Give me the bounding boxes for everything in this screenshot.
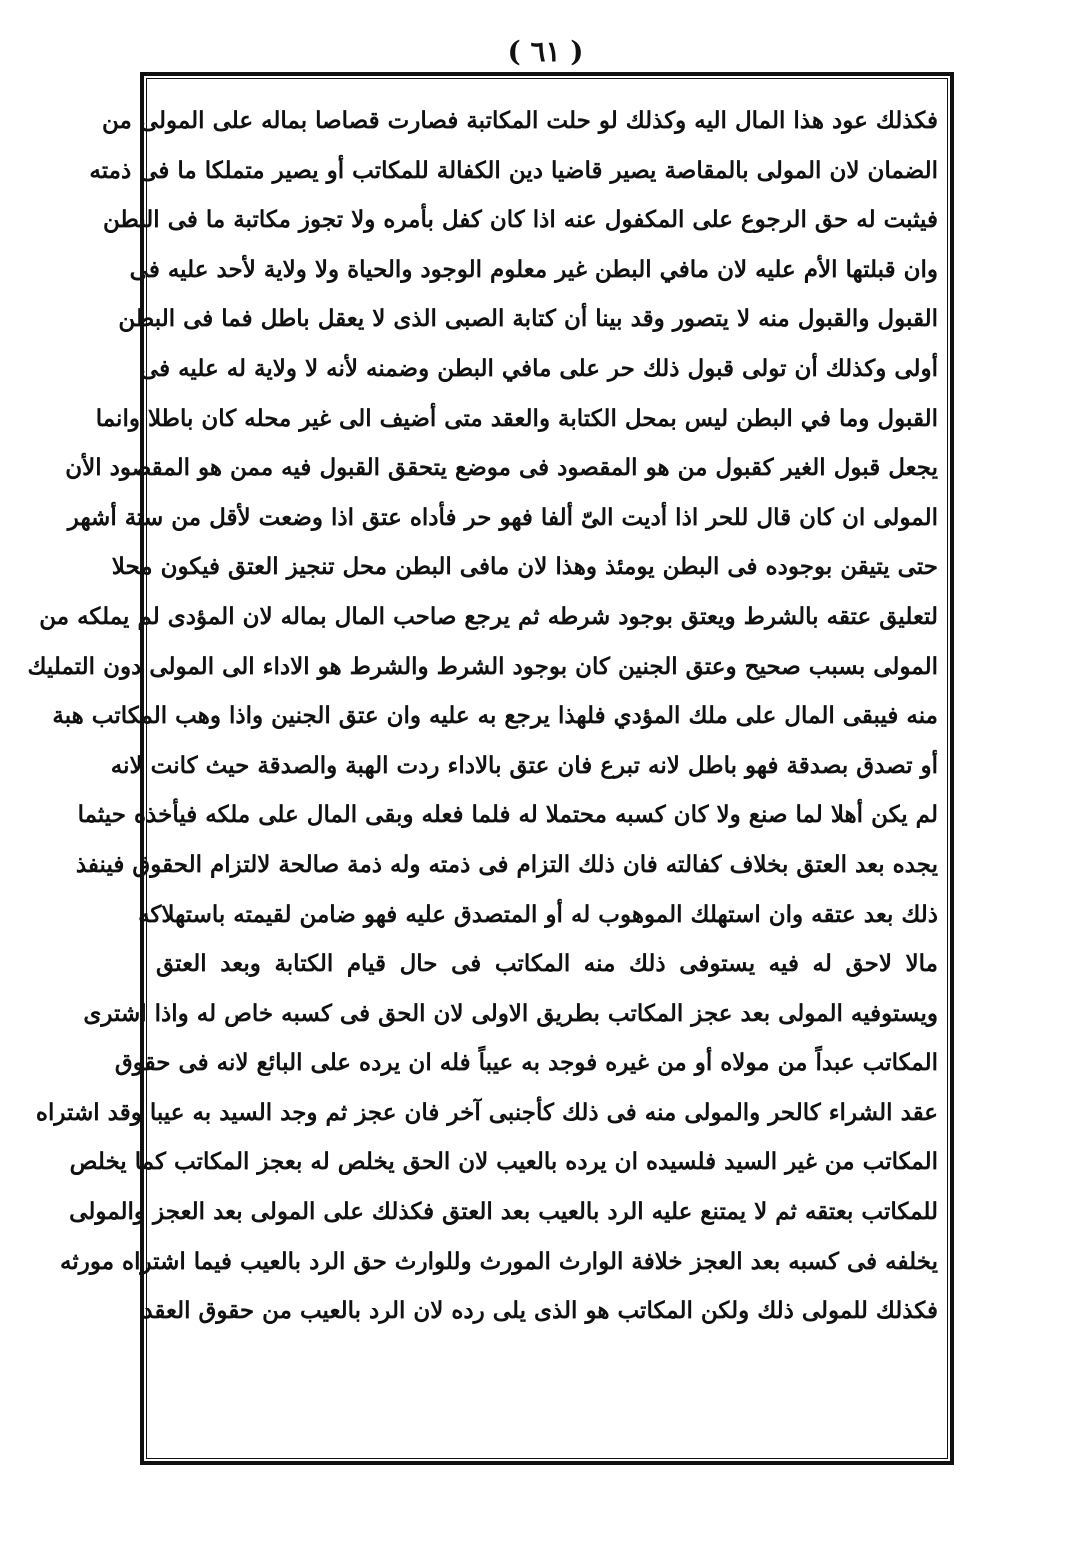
text-line: الضمان لان المولى بالمقاصة يصير قاضيا دين الكفالة للمكاتب أو يصير متملكا ما فى ذمته: [89, 156, 938, 184]
text-line: حتى يتيقن بوجوده فى البطن يومئذ وهذا لان مافى البطن محل تنجيز العتق فيكون محلا: [111, 553, 938, 581]
page-number: ( ٦١ ): [507, 35, 584, 68]
text-line: فكذلك عود هذا المال اليه وكذلك لو حلت المكاتبة فصارت قصاصا بماله على المولى من: [101, 107, 938, 134]
text-line: لتعليق عتقه بالشرط ويعتق بوجود شرطه ثم يرجع صاحب المال بماله لان المؤدى لم يملكه من: [39, 602, 938, 630]
text-line: عقد الشراء كالحر والمولى منه فى ذلك كأجنبى آخر فان عجز ثم وجد السيد به عيبا وقد اشتراه: [35, 1098, 938, 1126]
body-text: [27, 96, 938, 1446]
text-line: المولى ان كان قال للحر اذا أديت الىّ ألفا فهو حر فأداه عتق اذا وضعت لأقل من ستة أشهر: [67, 503, 938, 531]
text-line: أولى وكذلك أن تولى قبول ذلك حر على مافي البطن وضمنه لأنه لا ولاية له عليه فى: [139, 354, 938, 382]
text-line: القبول وما في البطن ليس بمحل الكتابة والعقد متى أضيف الى غير محله كان باطلا وانما: [95, 404, 938, 432]
text-line: القبول والقبول منه لا يتصور وقد بينا أن كتابة الصبى الذى لا يعقل باطل فما فى البطن: [118, 305, 938, 333]
text-line: يجعل قبول الغير كقبول من هو المقصود فى موضع يتحقق القبول فيه ممن هو المقصود الأن: [65, 454, 938, 482]
text-line: ذلك بعد عتقه وان استهلك الموهوب له أو المتصدق عليه فهو ضامن لقيمته باستهلاكه: [138, 900, 938, 928]
text-line: وان قبلتها الأم عليه لان مافي البطن غير معلوم الوجود والحياة ولا ولاية لأحد عليه فى: [129, 255, 938, 283]
text-line: يخلفه فى كسبه بعد العجز خلافة الوارث المورث وللوارث حق الرد بالعيب فيما اشتراه مورثه: [59, 1247, 938, 1275]
text-line: المولى بسبب صحيح وعتق الجنين كان بوجود الشرط والشرط هو الاداء الى المولى دون التمليك: [27, 652, 938, 680]
text-line: ويستوفيه المولى بعد عجز المكاتب بطريق الاولى لان الحق فى كسبه خاص له واذا اشترى: [83, 999, 938, 1027]
text-line: فيثبت له حق الرجوع على المكفول عنه اذا كان كفل بأمره ولا تجوز مكاتبة ما فى البطن: [102, 206, 938, 234]
text-line: للمكاتب بعتقه ثم لا يمتنع عليه الرد بالعيب بعد العتق فكذلك على المولى بعد العجز والمولى: [69, 1198, 938, 1226]
text-line: أو تصدق بصدقة فهو باطل لانه تبرع فان عتق بالاداء ردت الهبة والصدقة حيث كانت لانه: [110, 751, 938, 779]
text-line: لم يكن أهلا لما صنع ولا كان كسبه محتملا له فلما فعله وبقى المال على ملكه فيأخذه حيثما: [77, 801, 938, 829]
text-line: مالا لاحق له فيه يستوفى ذلك منه المكاتب فى حال قيام الكتابة وبعد العتق: [156, 950, 938, 978]
text-line: المكاتب من غير السيد فلسيده ان يرده بالعيب لان الحق يخلص له بعجز المكاتب كما يخلص: [69, 1148, 938, 1176]
text-line: يجده بعد العتق بخلاف كفالته فان ذلك التزام فى ذمته وله ذمة صالحة لالتزام الحقوق فينفذ: [75, 850, 938, 878]
text-line: المكاتب عبداً من مولاه أو من غيره فوجد به عيباً فله ان يرده على البائع لانه فى حقوق: [114, 1049, 938, 1077]
text-line: منه فيبقى المال على ملك المؤدي فلهذا يرجع به عليه وان عتق الجنين واذا وهب المكاتب هبة: [52, 702, 938, 730]
text-line: فكذلك للمولى ذلك ولكن المكاتب هو الذى يلى رده لان الرد بالعيب من حقوق العقد: [142, 1297, 938, 1325]
